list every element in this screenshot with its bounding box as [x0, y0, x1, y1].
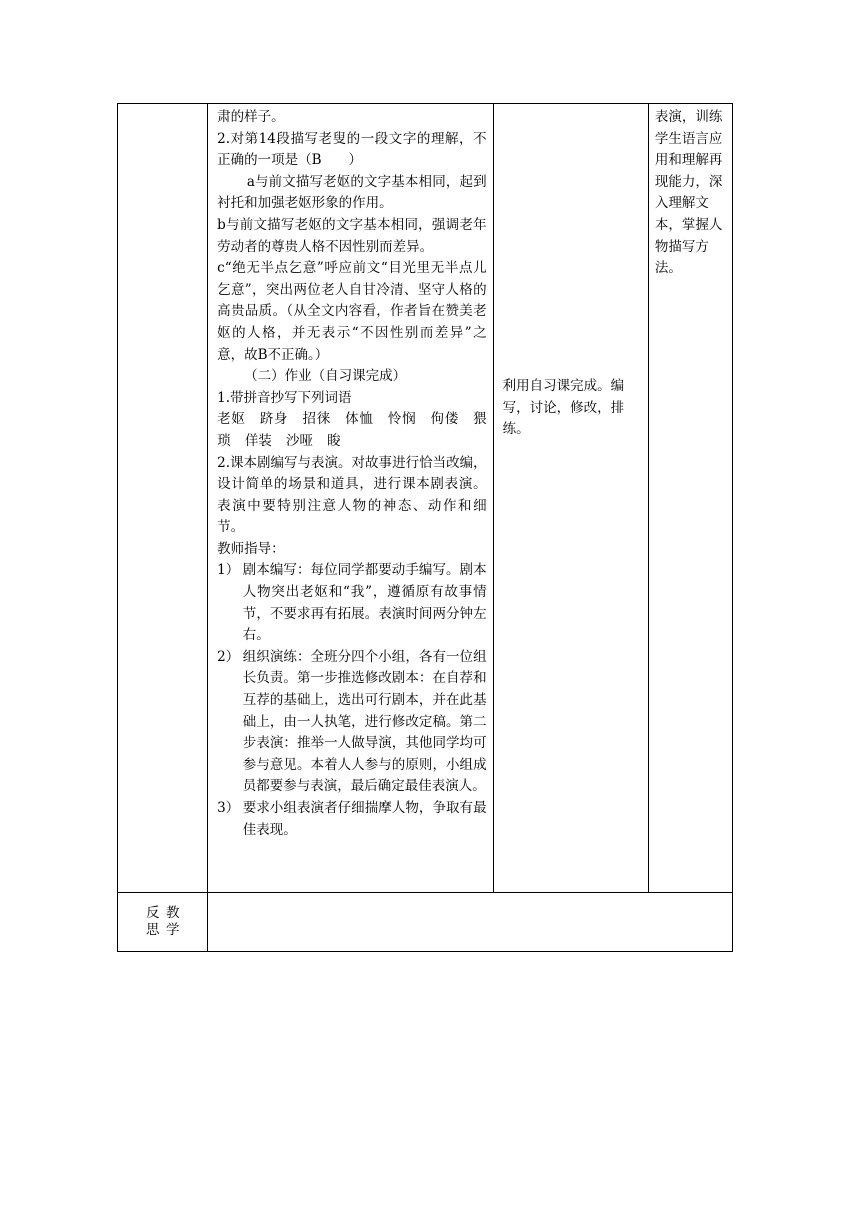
- vocabulary-words: [217, 409, 486, 452]
- method-cell: [493, 104, 648, 893]
- design-intent-text: 表演，训练学生语言应用和理解再现能力，深入理解文本，掌握人物描写方法。: [654, 109, 723, 277]
- method-text: 利用自习课完成。编写，讨论，修改，排练。: [502, 378, 625, 438]
- question-2-option-b: b与前文描写老妪的文字基本相同，强调老年劳动者的尊贵人格不因性别而差异。: [217, 216, 487, 255]
- design-intent-cell: [648, 104, 732, 893]
- vocab-word: 老妪: [217, 411, 246, 428]
- vocab-word: 佯装: [244, 432, 272, 449]
- homework-heading: （二）作业（自习课完成）: [244, 368, 407, 385]
- question-2-stem: 2.对第14段描写老叟的一段文字的理解，不正确的一项是（B ）: [217, 130, 487, 169]
- question-2-option-a: a与前文描写老妪的文字基本相同，起到衬托和加强老妪形象的作用。: [217, 173, 487, 212]
- list-item-number: 2）: [217, 648, 240, 665]
- vocab-word: 佝偻: [430, 411, 459, 428]
- vocab-word: 招徕: [302, 411, 331, 428]
- list-item-text: 剧本编写：每位同学都要动手编写。剧本人物突出老妪和“我”，遵循原有故事情节，不要求再有拓展。表演时间两分钟左右。: [242, 562, 487, 644]
- vocab-word: 跻身: [259, 411, 289, 428]
- list-item-number: 3）: [217, 800, 240, 816]
- activity-row: [118, 104, 733, 893]
- reflection-row: [118, 893, 733, 952]
- list-item: [217, 560, 486, 646]
- homework-2-text: 2.课本剧编写与表演。对故事进行恰当改编，设计简单的场景和道具，进行课本剧表演。表演中要特别注意人物的神态、动作和细节。: [217, 454, 487, 536]
- section-label-cell: [118, 104, 208, 893]
- lesson-plan-table: [117, 103, 733, 952]
- continued-line: 肃的样子。: [217, 109, 285, 125]
- reflection-label-cell: [118, 893, 208, 952]
- question-2-option-c: c“绝无半点乞意”呼应前文“目光里无半点儿乞意”，突出两位老人自甘冷清、坚守人格的高贵品质。（从全文内容看，作者旨在赞美老妪的人格，并无表示“不因性别而差异”之意，故B不正确。）: [217, 260, 487, 363]
- vocab-word: 体恤: [345, 411, 374, 428]
- reflection-label-reflect: 反思: [146, 905, 160, 938]
- list-item: [217, 647, 486, 798]
- reflection-label-teaching: 教学: [166, 905, 180, 938]
- list-item: [217, 798, 486, 841]
- vocab-word: 睃: [327, 432, 341, 449]
- teacher-guide-title: 教师指导：: [217, 540, 285, 557]
- teaching-content-cell: [208, 104, 493, 893]
- teacher-guide-list: [217, 560, 486, 841]
- homework-1-title: 1.带拼音抄写下列词语: [217, 389, 352, 406]
- list-item-number: 1）: [217, 562, 240, 579]
- list-item-text: 组织演练：全班分四个小组，各有一位组长负责。第一步推选修改剧本：在自荐和互荐的基础上，选出可行剧本，并在此基础上，由一人执笔，进行修改定稿。第二步表演：推举一人做导演，其他同学均可参与意见。本着人人参与的原则，小组成员都要参与表演，最后确定最佳表演人。: [242, 648, 487, 795]
- vocab-word: 沙哑: [285, 432, 313, 449]
- vocab-word: 猥琐: [217, 411, 487, 449]
- list-item-text: 要求小组表演者仔细揣摩人物，争取有最佳表现。: [242, 800, 487, 838]
- vocab-word: 怜悯: [387, 411, 417, 428]
- reflection-content-cell: [208, 893, 733, 952]
